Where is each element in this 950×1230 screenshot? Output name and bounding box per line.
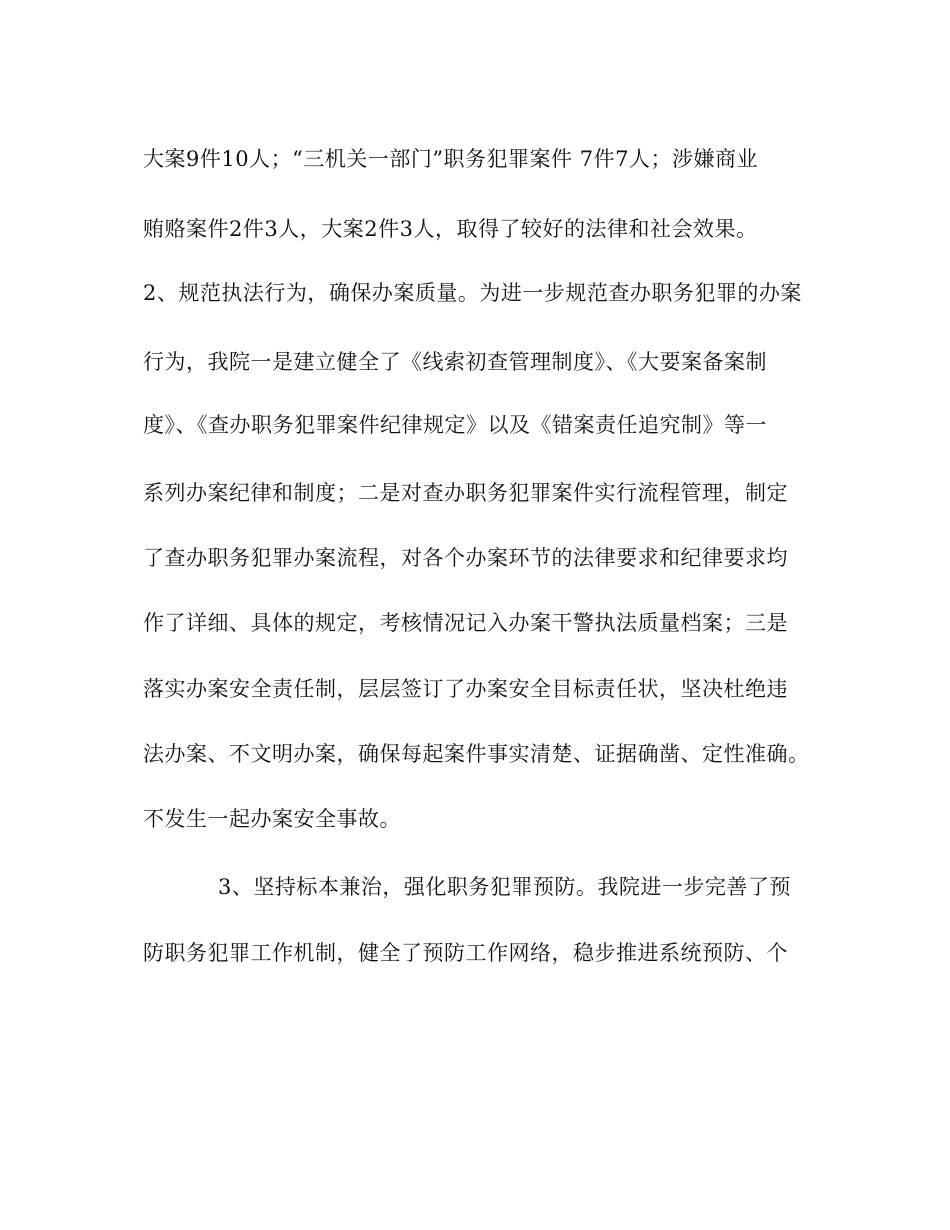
body-text-line: 落实办案安全责任制，层层签订了办案安全目标责任状，坚决杜绝违	[143, 677, 788, 701]
body-text-line: 不发生一起办案安全事故。	[143, 807, 401, 831]
body-text-line: 2、规范执法行为，确保办案质量。为进一步规范查办职务犯罪的办案	[143, 281, 802, 305]
body-text-line: 防职务犯罪工作机制，健全了预防工作网络，稳步推进系统预防、个	[143, 941, 788, 965]
body-text-line: 系列办案纪律和制度；二是对查办职务犯罪案件实行流程管理，制定	[143, 481, 788, 505]
body-text-line: 大案9件10人；“三机关一部门”职务犯罪案件 7件7人；涉嫌商业	[143, 147, 758, 171]
body-text-line: 作了详细、具体的规定，考核情况记入办案干警执法质量档案；三是	[143, 611, 788, 635]
body-text-line: 法办案、不文明办案，确保每起案件事实清楚、证据确凿、定性准确。	[143, 742, 810, 766]
body-text-line: 行为，我院一是建立健全了《线索初查管理制度》、《大要案备案制	[143, 350, 767, 374]
body-text-line: 了查办职务犯罪办案流程，对各个办案环节的法律要求和纪律要求均	[143, 546, 788, 570]
body-text-line: 3、坚持标本兼治，强化职务犯罪预防。我院进一步完善了预	[218, 875, 791, 899]
body-text-line: 度》、《查办职务犯罪案件纪律规定》以及《错案责任追究制》等一	[143, 413, 767, 437]
body-text-line: 贿赂案件2件3人，大案2件3人，取得了较好的法律和社会效果。	[143, 217, 758, 241]
